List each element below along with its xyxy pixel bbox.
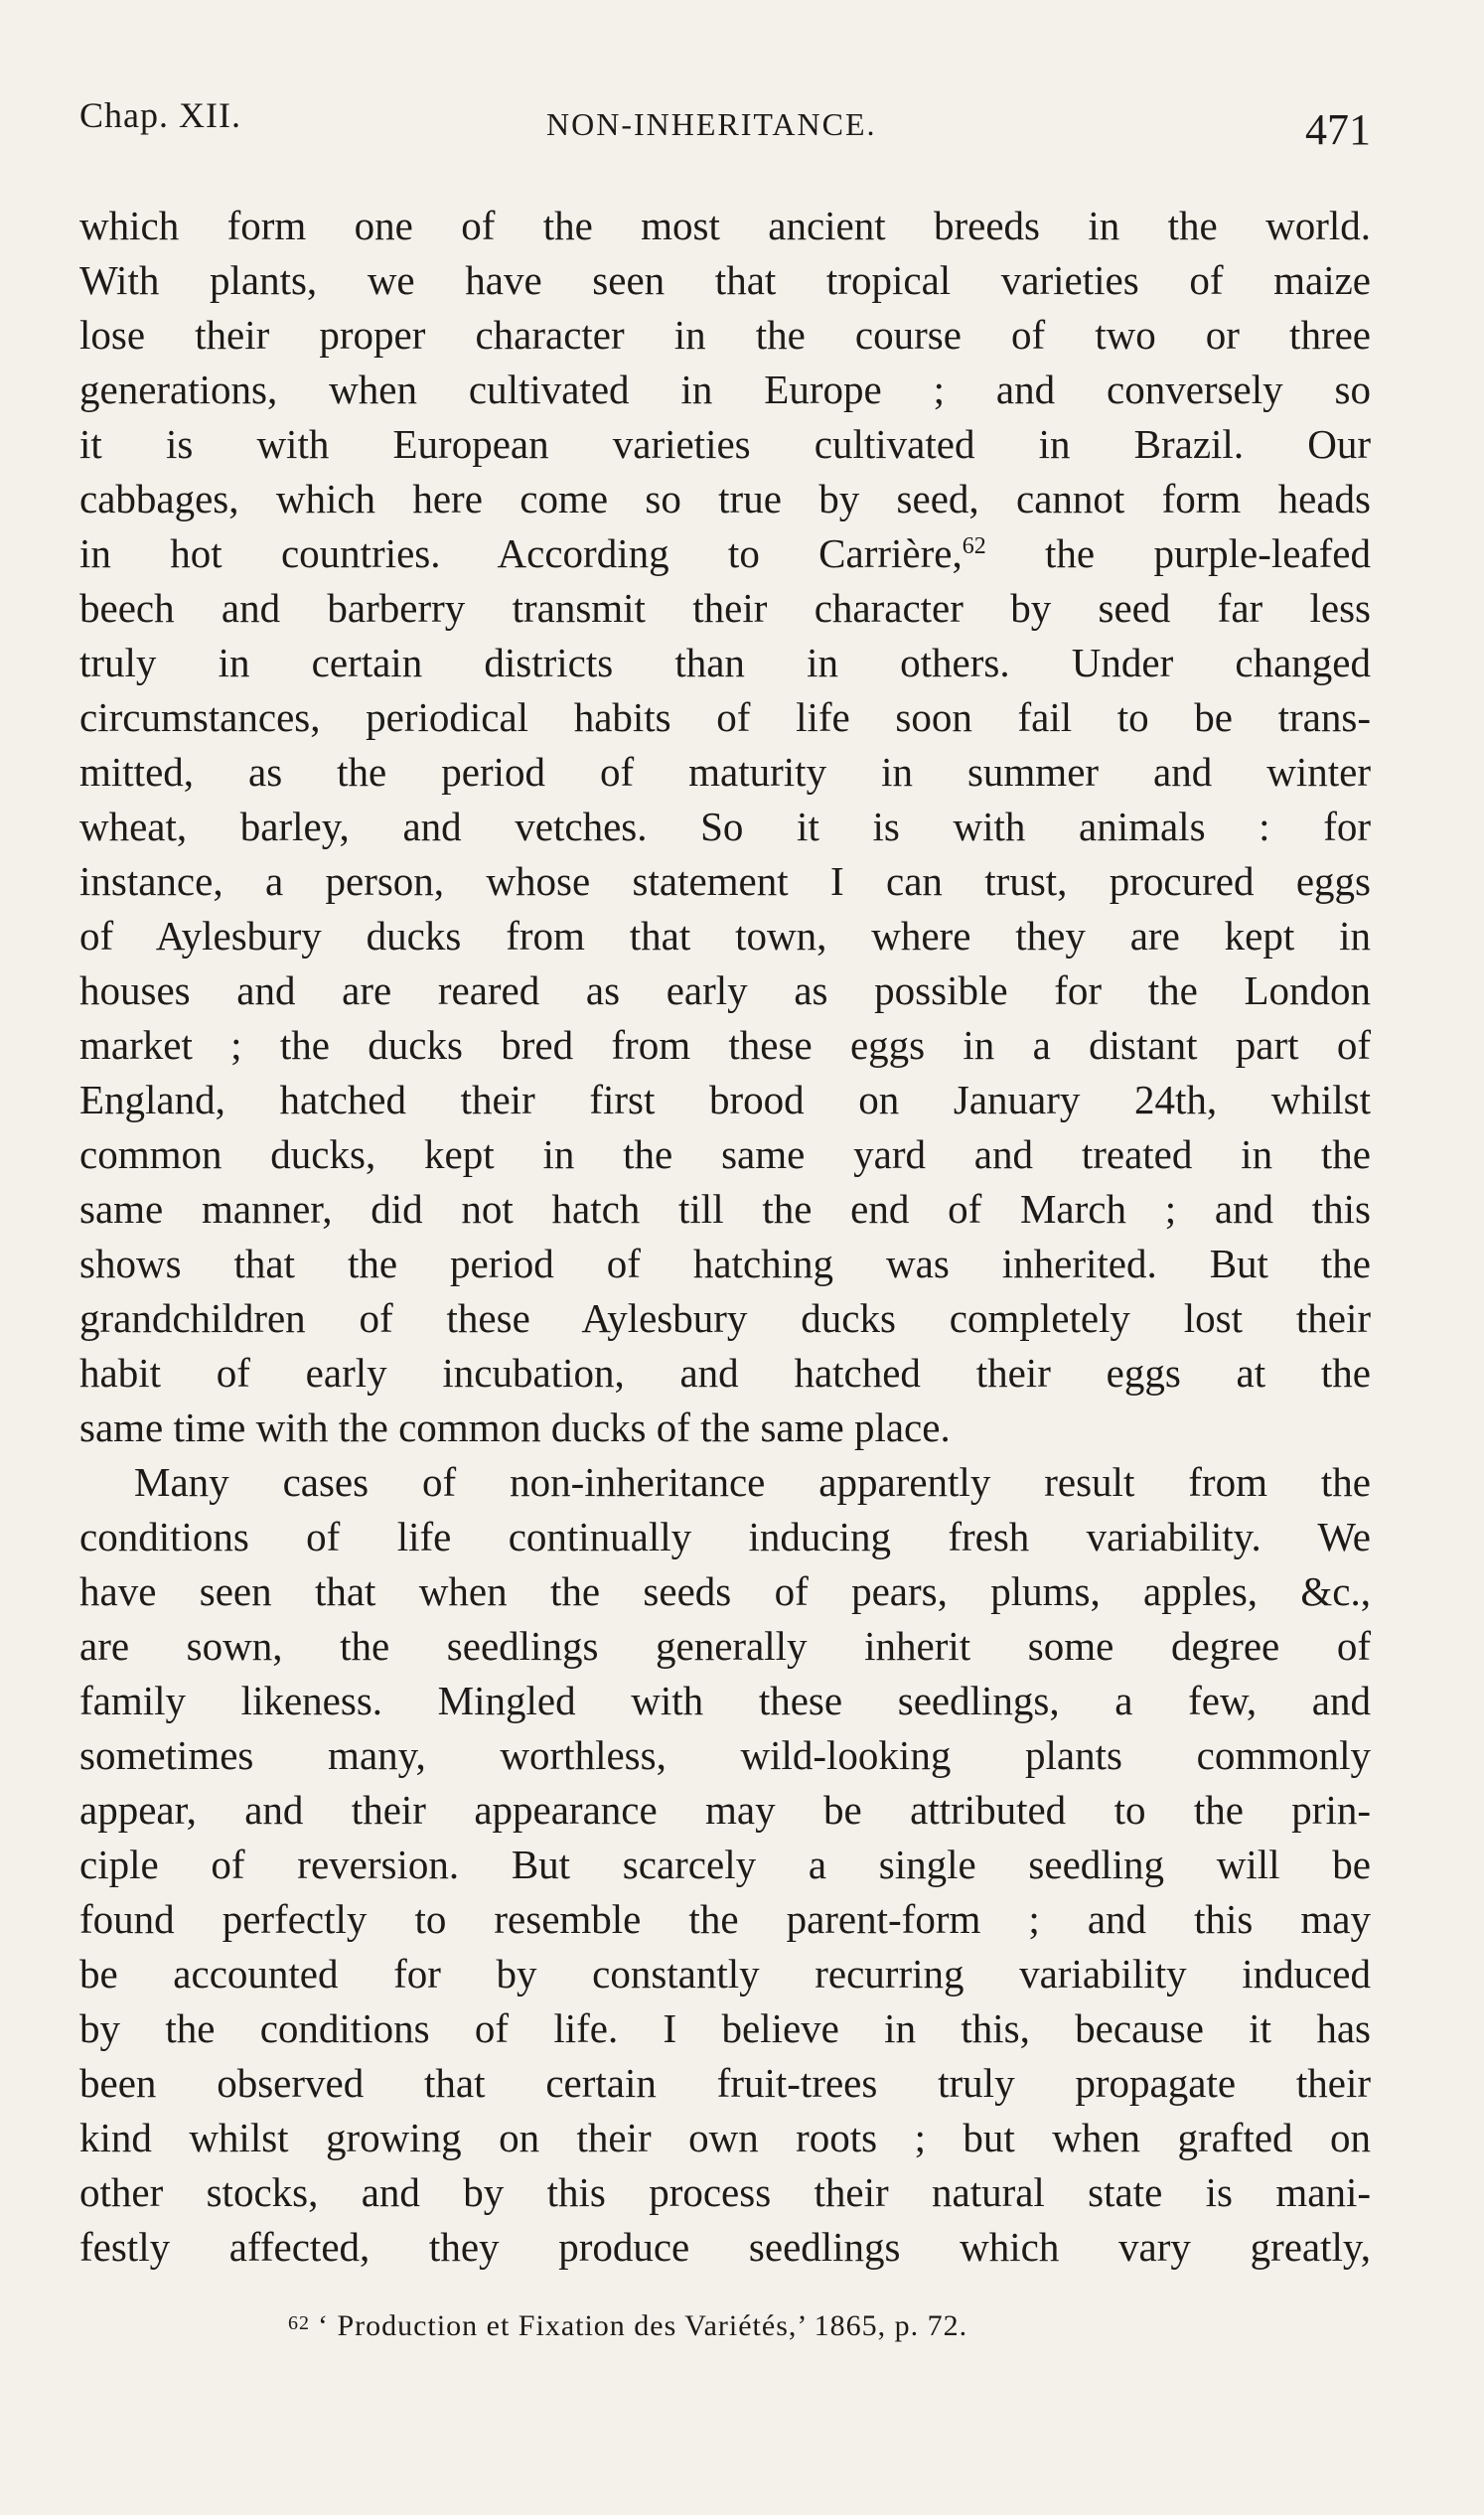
chapter-label: Chap. XII. <box>79 95 241 135</box>
text-line: which form one of the most ancient breeds in the world. <box>79 203 1371 248</box>
text-fragment: in hot countries. According to Carrière, <box>79 530 963 576</box>
text-line: wheat, barley, and vetches. So it is with animals : for <box>79 804 1371 849</box>
text-line: conditions of life continually inducing fresh variability. We <box>79 1514 1371 1559</box>
text-line: market ; the ducks bred from these eggs in a distant part of <box>79 1022 1371 1068</box>
text-line: it is with European varieties cultivated in Brazil. Our <box>79 421 1371 467</box>
text-line: mitted, as the period of maturity in summer and winter <box>79 749 1371 795</box>
text-line: England, hatched their first brood on January 24th, whilst <box>79 1077 1371 1122</box>
text-line: by the conditions of life. I believe in this, because it has <box>79 2005 1371 2051</box>
text-line: are sown, the seedlings generally inherit some degree of <box>79 1623 1371 1669</box>
text-line: found perfectly to resemble the parent-form ; and this may <box>79 1896 1371 1942</box>
text-line: houses and are reared as early as possible for the London <box>79 967 1371 1013</box>
footnote <box>288 2309 967 2343</box>
text-fragment: the purple-leafed <box>985 530 1371 576</box>
body-text <box>79 199 1371 2275</box>
text-line: generations, when cultivated in Europe ; and conversely so <box>79 367 1371 412</box>
text-line: common ducks, kept in the same yard and treated in the <box>79 1131 1371 1177</box>
text-line: circumstances, periodical habits of life soon fail to be trans- <box>79 694 1371 740</box>
text-line: grandchildren of these Aylesbury ducks completely lost their <box>79 1295 1371 1341</box>
text-line: other stocks, and by this process their natural state is mani- <box>79 2169 1371 2215</box>
text-line: Many cases of non-inheritance apparently result from the <box>134 1459 1371 1505</box>
text-line: instance, a person, whose statement I can trust, procured eggs <box>79 858 1371 904</box>
text-line: festly affected, they produce seedlings which vary greatly, <box>79 2224 1371 2270</box>
footnote-reference: 62 <box>962 533 986 559</box>
text-line: same time with the common ducks of the same place. <box>79 1405 951 1450</box>
text-line: have seen that when the seeds of pears, plums, apples, &c., <box>79 1568 1371 1614</box>
text-line: lose their proper character in the course of two or three <box>79 312 1371 358</box>
text-line: appear, and their appearance may be attributed to the prin- <box>79 1787 1371 1833</box>
text-line: habit of early incubation, and hatched their eggs at the <box>79 1350 1371 1396</box>
text-line <box>79 526 1371 581</box>
text-line: of Aylesbury ducks from that town, where they are kept in <box>79 913 1371 959</box>
text-line: beech and barberry transmit their character by seed far less <box>79 585 1371 631</box>
text-line: be accounted for by constantly recurring variability induced <box>79 1951 1371 1997</box>
footnote-marker: 62 <box>288 2312 310 2334</box>
text-line: same manner, did not hatch till the end of March ; and this <box>79 1186 1371 1232</box>
text-line: truly in certain districts than in others. Under changed <box>79 640 1371 685</box>
text-line: ciple of reversion. But scarcely a single seedling will be <box>79 1842 1371 1887</box>
text-line: family likeness. Mingled with these seedlings, a few, and <box>79 1678 1371 1723</box>
text-line: kind whilst growing on their own roots ; but when grafted on <box>79 2115 1371 2160</box>
running-title: NON-INHERITANCE. <box>546 106 877 142</box>
page-header <box>79 94 1371 164</box>
text-line: cabbages, which here come so true by seed, cannot form heads <box>79 476 1371 521</box>
text-line: With plants, we have seen that tropical varieties of maize <box>79 257 1371 303</box>
text-line: sometimes many, worthless, wild-looking plants commonly <box>79 1732 1371 1778</box>
footnote-text: ‘ Production et Fixation des Variétés,’ 1865, p. 72. <box>318 2309 968 2342</box>
page-number: 471 <box>1305 105 1371 154</box>
text-line: been observed that certain fruit-trees truly propagate their <box>79 2060 1371 2106</box>
text-line: shows that the period of hatching was inherited. But the <box>79 1241 1371 1286</box>
